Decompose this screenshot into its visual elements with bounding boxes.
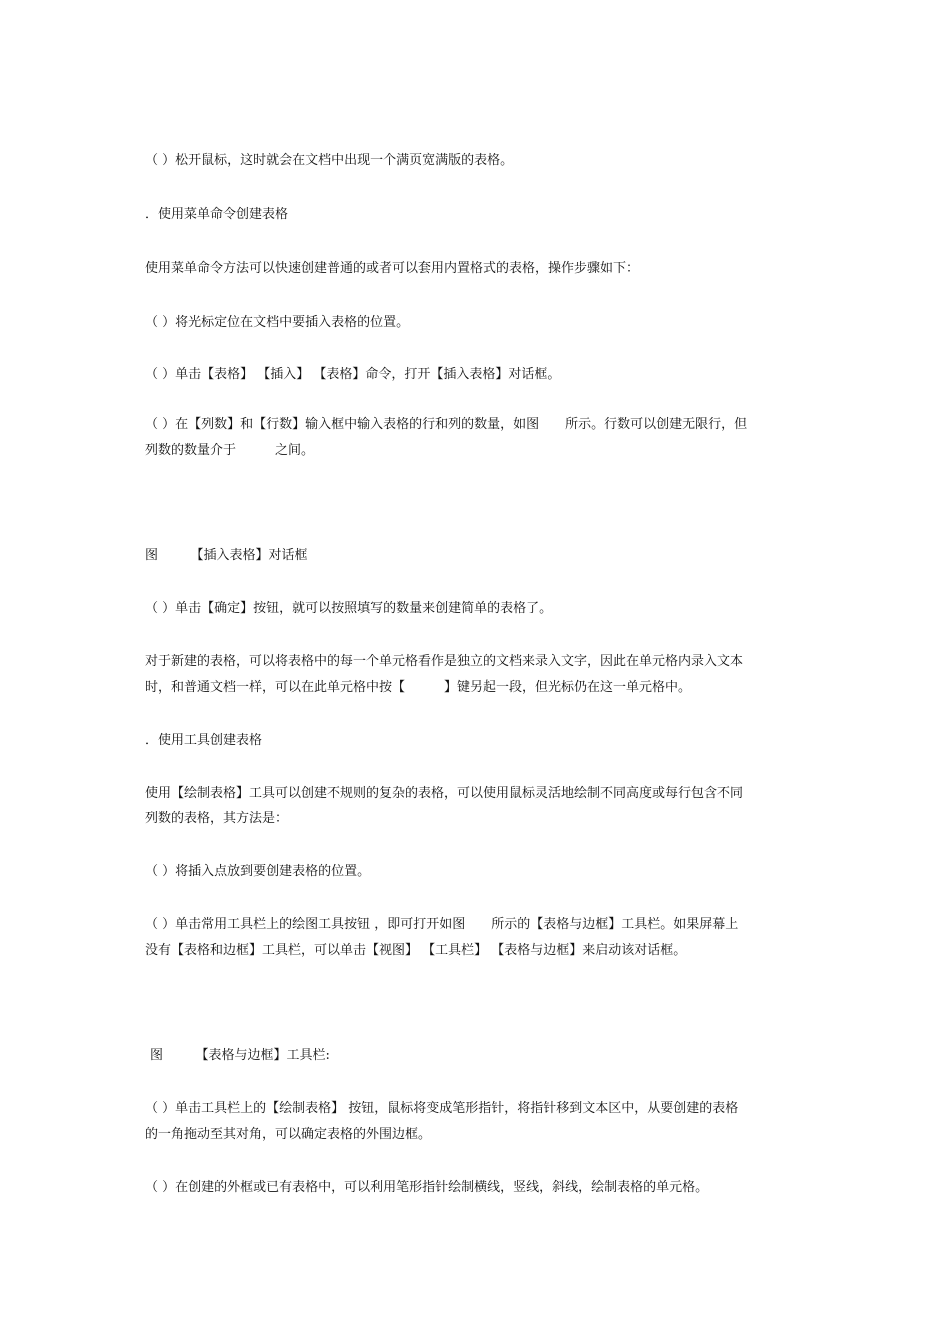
- step-place-insertion-point: （ ）将插入点放到要创建表格的位置。: [145, 864, 371, 879]
- figure-caption-insert-table-dialog: 图 【插入表格】对话框: [145, 548, 308, 563]
- paragraph-new-table-line1: 对于新建的表格，可以将表格中的每一个单元格看作是独立的文档来录入文字，因此在单元格内录入文本: [145, 654, 744, 669]
- step-release-mouse: （ ）松开鼠标，这时就会在文档中出现一个满页宽满版的表格。: [145, 153, 514, 168]
- step-enter-rows-cols-line1: （ ）在【列数】和【行数】输入框中输入表格的行和列的数量，如图 所示。行数可以创建无限行，但: [145, 417, 748, 432]
- section-heading-menu-command: ．使用菜单命令创建表格: [145, 207, 289, 222]
- paragraph-new-table-line2: 时，和普通文档一样，可以在此单元格中按【 】键另起一段，但光标仍在这一单元格中。: [145, 680, 692, 695]
- step-click-ok: （ ）单击【确定】按钮，就可以按照填写的数量来创建简单的表格了。: [145, 601, 553, 616]
- step-position-cursor: （ ）将光标定位在文档中要插入表格的位置。: [145, 315, 410, 330]
- figure-caption-table-borders-toolbar: 图 【表格与边框】工具栏:: [150, 1048, 330, 1063]
- step-open-toolbar-line1: （ ）单击常用工具栏上的绘图工具按钮 ，即可打开如图 所示的【表格与边框】工具栏。如果屏幕上: [145, 917, 739, 932]
- paragraph-draw-table-line2: 列数的表格，其方法是：: [145, 811, 289, 826]
- step-click-draw-table-line1: （ ）单击工具栏上的【绘制表格】 按钮，鼠标将变成笔形指针，将指针移到文本区中，从要创建的表格: [145, 1101, 739, 1116]
- paragraph-menu-intro: 使用菜单命令方法可以快速创建普通的或者可以套用内置格式的表格，操作步骤如下：: [145, 261, 640, 276]
- section-heading-tool: ．使用工具创建表格: [145, 733, 263, 748]
- paragraph-draw-table-line1: 使用【绘制表格】工具可以创建不规则的复杂的表格，可以使用鼠标灵活地绘制不同高度或每行包含不同: [145, 786, 744, 801]
- step-open-toolbar-line2: 没有【表格和边框】工具栏，可以单击【视图】 【工具栏】 【表格与边框】来启动该对话框。: [145, 943, 687, 958]
- step-click-table-insert: （ ）单击【表格】 【插入】 【表格】命令，打开【插入表格】对话框。: [145, 367, 561, 382]
- step-click-draw-table-line2: 的一角拖动至其对角，可以确定表格的外围边框。: [145, 1127, 432, 1142]
- step-draw-lines: （ ）在创建的外框或已有表格中，可以利用笔形指针绘制横线，竖线，斜线，绘制表格的单元格。: [145, 1180, 709, 1195]
- step-enter-rows-cols-line2: 列数的数量介于 之间。: [145, 443, 315, 458]
